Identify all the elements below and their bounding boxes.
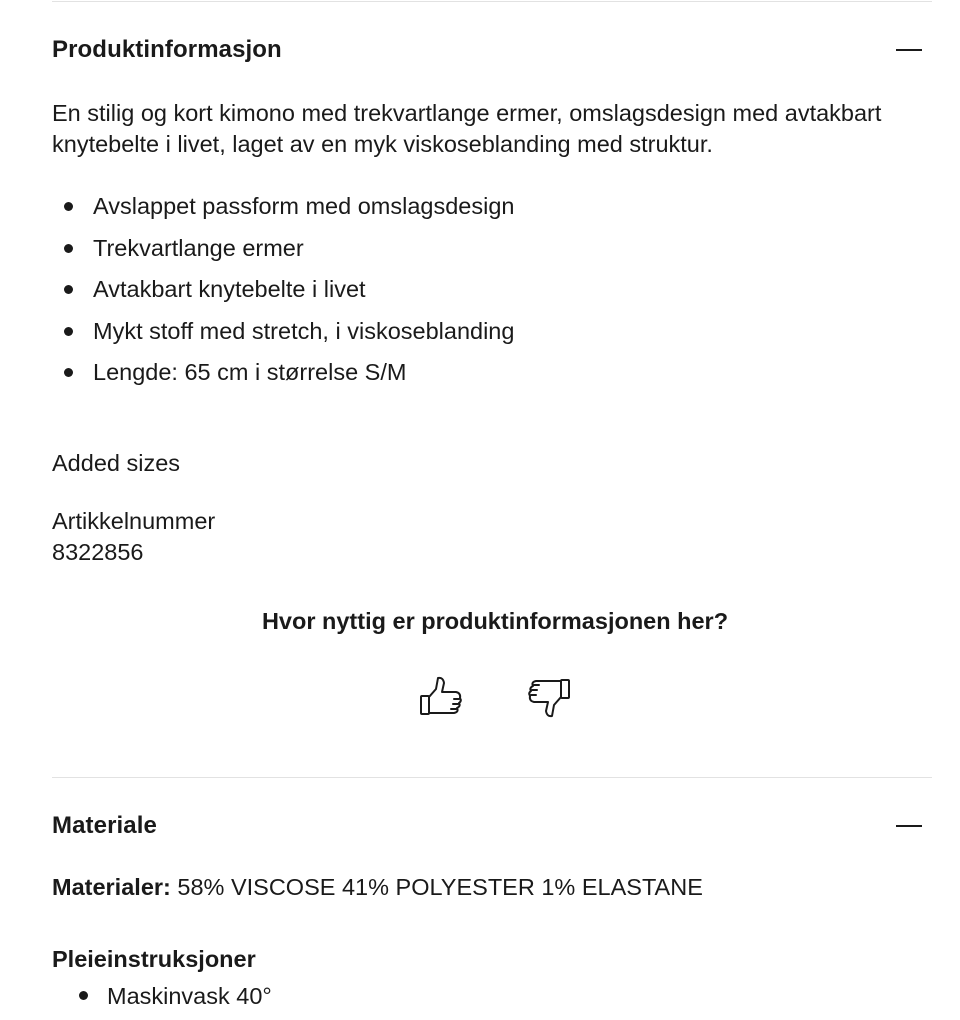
list-item: Avtakbart knytebelte i livet (52, 269, 514, 311)
list-item: Maskinvask 40° (52, 978, 272, 1014)
thumbs-up-icon (416, 672, 466, 722)
accordion-header-product-info[interactable] (52, 30, 932, 70)
accordion-header-material[interactable] (52, 806, 932, 846)
materials-line (52, 872, 703, 903)
product-description: En stilig og kort kimono med trekvartlange ermer, omslagsdesign med avtakbart knytebelte i livet, laget av en myk viskoseblanding med struktur. (52, 100, 882, 157)
top-divider (52, 1, 932, 2)
minus-icon[interactable] (896, 49, 922, 51)
section-title-product-info: Produktinformasjon (52, 36, 282, 63)
materials-value: 58% VISCOSE 41% POLYESTER 1% ELASTANE (177, 874, 703, 900)
thumbs-up-button[interactable] (416, 672, 466, 722)
list-item: Avslappet passform med omslagsdesign (52, 186, 514, 228)
list-item: Mykt stoff med stretch, i viskoseblanding (52, 311, 514, 353)
thumbs-down-icon (524, 672, 574, 722)
section-divider (52, 777, 932, 778)
care-list (52, 978, 272, 1014)
thumbs-down-button[interactable] (524, 672, 574, 722)
feature-list (52, 186, 514, 394)
added-sizes-text: Added sizes (52, 450, 181, 476)
minus-icon[interactable] (896, 825, 922, 827)
list-item: Lengde: 65 cm i størrelse S/M (52, 352, 514, 394)
section-title-material: Materiale (52, 812, 157, 839)
article-number-value: 8322856 (52, 539, 144, 565)
list-item: Trekvartlange ermer (52, 228, 514, 270)
feedback-question: Hvor nyttig er produktinformasjonen her? (261, 608, 729, 634)
materials-label: Materialer: (52, 874, 171, 900)
article-number-label: Artikkelnummer (52, 508, 216, 534)
care-instructions-title: Pleieinstruksjoner (52, 946, 256, 972)
